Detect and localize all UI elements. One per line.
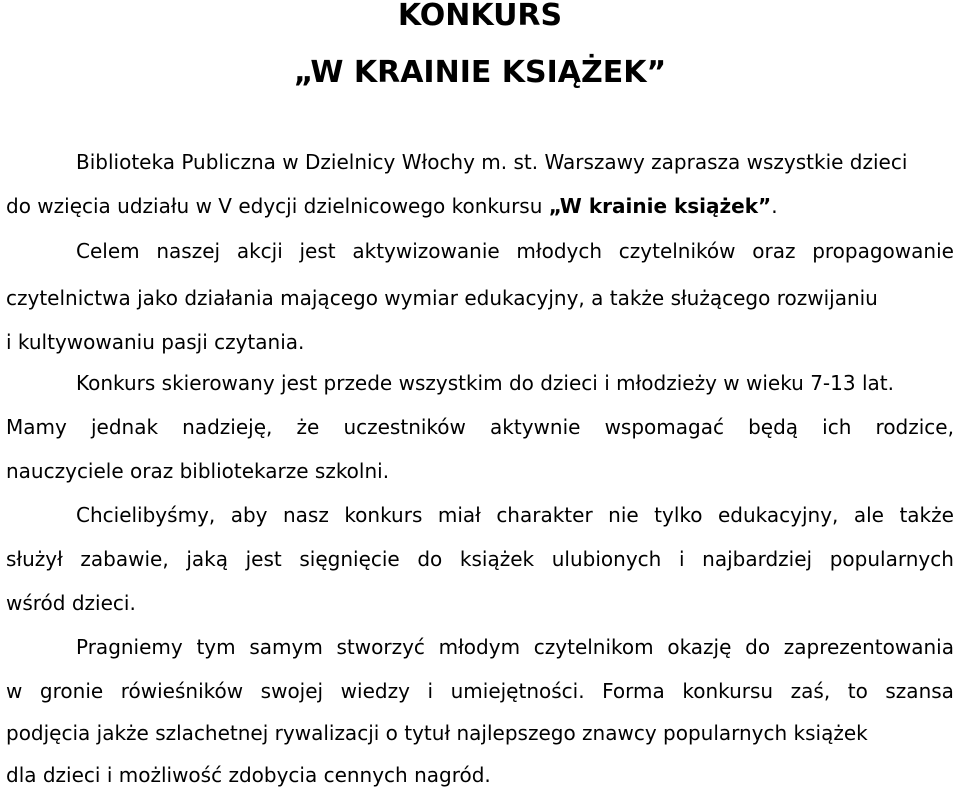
word: aktywizowanie	[352, 239, 500, 263]
word: oraz	[752, 239, 796, 263]
word: sięgnięcie	[299, 547, 400, 571]
word: zabawie,	[80, 547, 169, 571]
word: swojej	[260, 679, 324, 703]
word: i	[678, 547, 685, 571]
paragraph-3-line-1: Konkurs skierowany jest przede wszystkim do dzieci i młodzieży w wieku 7-13 lat.	[76, 371, 894, 395]
word: że	[296, 415, 320, 439]
paragraph-1-line-1: Biblioteka Publiczna w Dzielnicy Włochy m. st. Warszawy zaprasza wszystkie dzieci	[76, 150, 908, 174]
word: gronie	[39, 679, 104, 703]
paragraph-5-line-3: podjęcia jakże szlachetnej rywalizacji o tytuł najlepszego znawcy popularnych książek	[6, 721, 868, 745]
word: samym	[249, 635, 323, 659]
word: aktywnie	[490, 415, 581, 439]
word: ale	[853, 503, 884, 527]
word: nadzieję,	[182, 415, 273, 439]
word: wspomagać	[604, 415, 724, 439]
word: czytelnikom	[533, 635, 654, 659]
word: tylko	[654, 503, 703, 527]
word: Pragniemy	[76, 635, 183, 659]
paragraph-3-line-3: nauczyciele oraz bibliotekarze szkolni.	[6, 459, 390, 483]
contest-name: „W krainie książek”	[548, 194, 772, 218]
paragraph-4-line-3: wśród dzieci.	[6, 591, 136, 615]
word: jest	[299, 239, 336, 263]
word: to	[847, 679, 868, 703]
paragraph-5-line-2	[6, 677, 954, 705]
word: ulubionych	[551, 547, 662, 571]
word: do	[417, 547, 443, 571]
word: młodych	[516, 239, 603, 263]
word: najbardziej	[702, 547, 813, 571]
word: miał	[437, 503, 481, 527]
word: konkurs	[344, 503, 423, 527]
word: popularnych	[829, 547, 954, 571]
word: rówieśników	[120, 679, 244, 703]
word: edukacyjny,	[717, 503, 839, 527]
word: czytelników	[618, 239, 736, 263]
word: do	[745, 635, 771, 659]
word: jaką	[186, 547, 228, 571]
word: książek	[459, 547, 535, 571]
word: zaprezentowania	[783, 635, 954, 659]
word: w	[6, 679, 23, 703]
word: konkursu	[682, 679, 774, 703]
word: zaś,	[790, 679, 831, 703]
paragraph-2-line-3: i kultywowaniu pasji czytania.	[6, 330, 305, 354]
word: będą	[748, 415, 799, 439]
word: stworzyć	[336, 635, 425, 659]
paragraph-3-line-2	[6, 413, 954, 441]
word: akcji	[236, 239, 283, 263]
word: i	[427, 679, 434, 703]
word: ich	[822, 415, 852, 439]
paragraph-1-end: .	[771, 194, 778, 218]
word: aby	[230, 503, 268, 527]
word: szansa	[885, 679, 954, 703]
word: służył	[6, 547, 63, 571]
word: naszej	[156, 239, 221, 263]
document-subtitle: „W KRAINIE KSIĄŻEK”	[293, 55, 667, 90]
word: nie	[608, 503, 639, 527]
paragraph-5-line-1	[76, 633, 954, 661]
paragraph-2-line-1	[76, 237, 954, 265]
word: jednak	[90, 415, 159, 439]
word: nasz	[282, 503, 329, 527]
paragraph-1-text: do wzięcia udziału w V edycji dzielnicowego konkursu	[6, 194, 549, 218]
word: umiejętności.	[450, 679, 585, 703]
paragraph-2-line-2: czytelnictwa jako działania mającego wymiar edukacyjny, a także służącego rozwijaniu	[6, 286, 878, 310]
word: Forma	[602, 679, 665, 703]
word: uczestników	[343, 415, 466, 439]
word: okazję	[667, 635, 732, 659]
word: tym	[196, 635, 236, 659]
paragraph-4-line-2	[6, 545, 954, 573]
word: młodym	[438, 635, 521, 659]
word: rodzice,	[875, 415, 954, 439]
paragraph-1-line-2	[6, 192, 954, 220]
paragraph-4-line-1	[76, 501, 954, 529]
word: wiedzy	[340, 679, 410, 703]
word: Celem	[76, 239, 140, 263]
word: Mamy	[6, 415, 67, 439]
document-title: KONKURS	[397, 0, 563, 33]
word: także	[899, 503, 954, 527]
word: propagowanie	[812, 239, 954, 263]
word: Chcielibyśmy,	[76, 503, 216, 527]
word: jest	[245, 547, 282, 571]
word: charakter	[496, 503, 593, 527]
paragraph-5-line-4: dla dzieci i możliwość zdobycia cennych nagród.	[6, 763, 491, 787]
